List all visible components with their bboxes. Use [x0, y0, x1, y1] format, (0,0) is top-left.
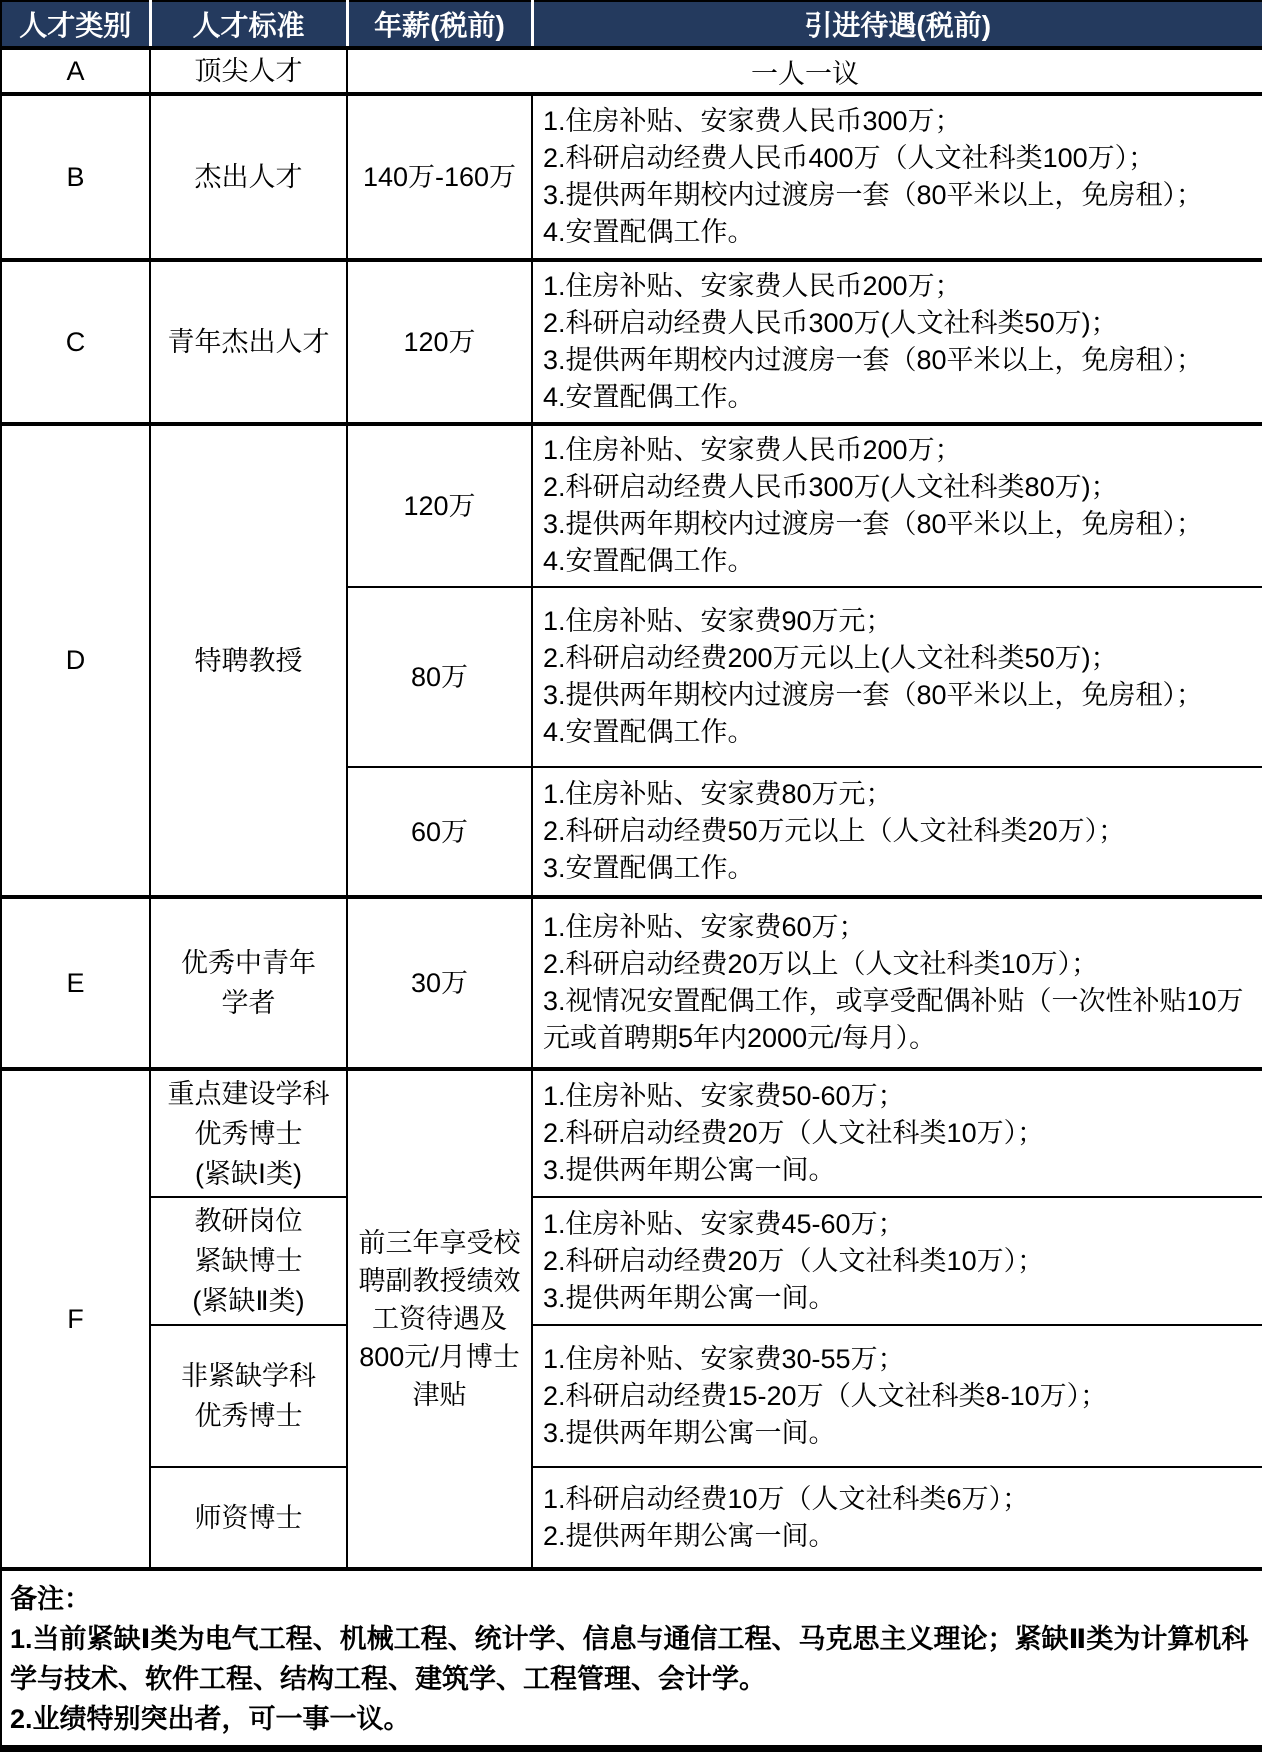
cell-benefits-e [532, 897, 1262, 1069]
header-cell-recruitment-deal: 引进待遇(税前) [532, 1, 1262, 48]
cell-standard-f3 [150, 1325, 347, 1467]
cell-standard-d: 特聘教授 [150, 424, 347, 897]
salary-line: 工资待遇及 [372, 1304, 507, 1334]
benefit-line: 3.提供两年期公寓一间。 [543, 1155, 836, 1185]
cell-benefits-f1 [532, 1069, 1262, 1197]
benefit-line: 2.科研启动经费15-20万（人文社科类8-10万）； [543, 1380, 1108, 1411]
benefit-line: 1.住房补贴、安家费人民币300万； [543, 106, 962, 136]
cell-deal-a: 一人一议 [347, 48, 1262, 94]
standard-line: 非紧缺学科 [181, 1361, 316, 1391]
benefit-line: 4.安置配偶工作。 [543, 717, 755, 747]
cell-standard-f2 [150, 1197, 347, 1325]
benefit-line: 2.科研启动经费人民币300万(人文社科类50万)； [543, 308, 1118, 338]
cell-salary-b: 140万-160万 [347, 94, 532, 260]
cell-salary-d2: 80万 [347, 587, 532, 767]
standard-line: (紧缺Ⅱ类) [192, 1286, 305, 1316]
cell-benefits-d3 [532, 767, 1262, 897]
notes-row [1, 1569, 1262, 1749]
cell-benefits-b [532, 94, 1262, 260]
benefit-line: 2.科研启动经费人民币400万（人文社科类100万）； [543, 143, 1156, 173]
cell-standard-e [150, 897, 347, 1069]
standard-line: 重点建设学科 [167, 1078, 330, 1109]
benefit-line: 2.科研启动经费20万（人文社科类10万）； [543, 1118, 1045, 1148]
header-row [1, 1, 1262, 48]
standard-line: 学者 [221, 988, 276, 1018]
row-f-tier2 [1, 1197, 1262, 1325]
cell-standard-c: 青年杰出人才 [150, 260, 347, 424]
cell-standard-f1 [150, 1069, 347, 1197]
notes-cell [1, 1569, 1262, 1749]
header-cell-talent-standard: 人才标准 [150, 1, 347, 48]
cell-benefits-f4 [532, 1467, 1262, 1569]
benefit-line: 3.提供两年期校内过渡房一套（80平米以上，免房租）； [543, 680, 1204, 710]
header-cell-talent-category: 人才类别 [1, 1, 150, 48]
benefit-line: 2.科研启动经费人民币300万(人文社科类80万)； [543, 472, 1118, 502]
benefit-line: 3.提供两年期校内过渡房一套（80平米以上，免房租）； [543, 180, 1204, 210]
row-f-tier3 [1, 1325, 1262, 1467]
benefit-line: 2.科研启动经费50万元以上（人文社科类20万）； [543, 816, 1126, 846]
cell-salary-e: 30万 [347, 897, 532, 1069]
note-item: 1.当前紧缺Ⅰ类为电气工程、机械工程、统计学、信息与通信工程、马克思主义理论；紧缺Ⅱ类为计算机科学与技术、软件工程、结构工程、建筑学、工程管理、会计学。 [10, 1624, 1249, 1694]
cell-category-c: C [1, 260, 150, 424]
benefit-line: 1.住房补贴、安家费50-60万； [543, 1081, 905, 1111]
cell-benefits-d2 [532, 587, 1262, 767]
salary-line: 津贴 [412, 1380, 467, 1410]
benefit-line: 1.住房补贴、安家费90万元； [543, 606, 893, 636]
cell-salary-d3: 60万 [347, 767, 532, 897]
row-e [1, 897, 1262, 1069]
cell-standard-f4 [150, 1467, 347, 1569]
benefit-line: 2.科研启动经费20万（人文社科类10万）； [543, 1245, 1045, 1276]
standard-line: 紧缺博士 [194, 1246, 303, 1276]
standard-line: 优秀博士 [194, 1401, 303, 1431]
cell-category-f: F [1, 1069, 150, 1569]
cell-category-d: D [1, 424, 150, 897]
benefit-line: 3.提供两年期公寓一间。 [543, 1417, 836, 1448]
standard-line: 优秀博士 [194, 1118, 303, 1149]
cell-salary-d1: 120万 [347, 424, 532, 587]
standard-line: 优秀中青年 [181, 948, 316, 978]
standard-line: 教研岗位 [194, 1206, 303, 1236]
benefit-line: 1.住房补贴、安家费60万； [543, 912, 866, 942]
salary-line: 800元/月博士 [359, 1342, 520, 1372]
benefit-line: 3.提供两年期校内过渡房一套（80平米以上，免房租）； [543, 509, 1204, 539]
row-a [1, 48, 1262, 94]
benefit-line: 1.住房补贴、安家费45-60万； [543, 1208, 905, 1239]
row-d-tier1 [1, 424, 1262, 587]
cell-benefits-d1 [532, 424, 1262, 587]
benefit-line: 2.提供两年期公寓一间。 [543, 1520, 836, 1551]
cell-salary-c: 120万 [347, 260, 532, 424]
cell-benefits-c [532, 260, 1262, 424]
cell-category-a: A [1, 48, 150, 94]
benefit-line: 2.科研启动经费20万以上（人文社科类10万）； [543, 949, 1099, 979]
standard-line: 师资博士 [194, 1502, 303, 1533]
cell-benefits-f3 [532, 1325, 1262, 1467]
benefit-line: 1.住房补贴、安家费80万元； [543, 779, 893, 809]
row-f-tier1 [1, 1069, 1262, 1197]
row-b [1, 94, 1262, 260]
salary-line: 前三年享受校 [358, 1228, 521, 1258]
cell-salary-f [347, 1069, 532, 1569]
benefit-line: 4.安置配偶工作。 [543, 546, 755, 576]
notes-title: 备注： [10, 1584, 91, 1614]
cell-standard-a: 顶尖人才 [150, 48, 347, 94]
benefit-line: 1.住房补贴、安家费人民币200万； [543, 435, 962, 465]
cell-category-e: E [1, 897, 150, 1069]
benefit-line: 1.住房补贴、安家费人民币200万； [543, 271, 962, 301]
cell-benefits-f2 [532, 1197, 1262, 1325]
benefit-line: 2.科研启动经费200万元以上(人文社科类50万)； [543, 643, 1118, 673]
cell-standard-b: 杰出人才 [150, 94, 347, 260]
note-item: 2.业绩特别突出者，可一事一议。 [10, 1704, 411, 1734]
row-c [1, 260, 1262, 424]
benefit-line: 1.科研启动经费10万（人文社科类6万）； [543, 1483, 1030, 1514]
benefit-line: 4.安置配偶工作。 [543, 382, 755, 412]
header-cell-annual-salary: 年薪(税前) [347, 1, 532, 48]
row-f-tier4 [1, 1467, 1262, 1569]
standard-line: (紧缺Ⅰ类) [195, 1158, 302, 1189]
benefit-line: 3.提供两年期公寓一间。 [543, 1282, 836, 1313]
benefit-line: 3.视情况安置配偶工作，或享受配偶补贴（一次性补贴10万元或首聘期5年内2000元/每月）。 [543, 986, 1244, 1053]
benefit-line: 1.住房补贴、安家费30-55万； [543, 1343, 905, 1374]
benefit-line: 3.提供两年期校内过渡房一套（80平米以上，免房租）； [543, 345, 1204, 375]
benefit-line: 4.安置配偶工作。 [543, 217, 755, 247]
benefit-line: 3.安置配偶工作。 [543, 853, 755, 883]
cell-category-b: B [1, 94, 150, 260]
salary-line: 聘副教授绩效 [358, 1266, 521, 1296]
